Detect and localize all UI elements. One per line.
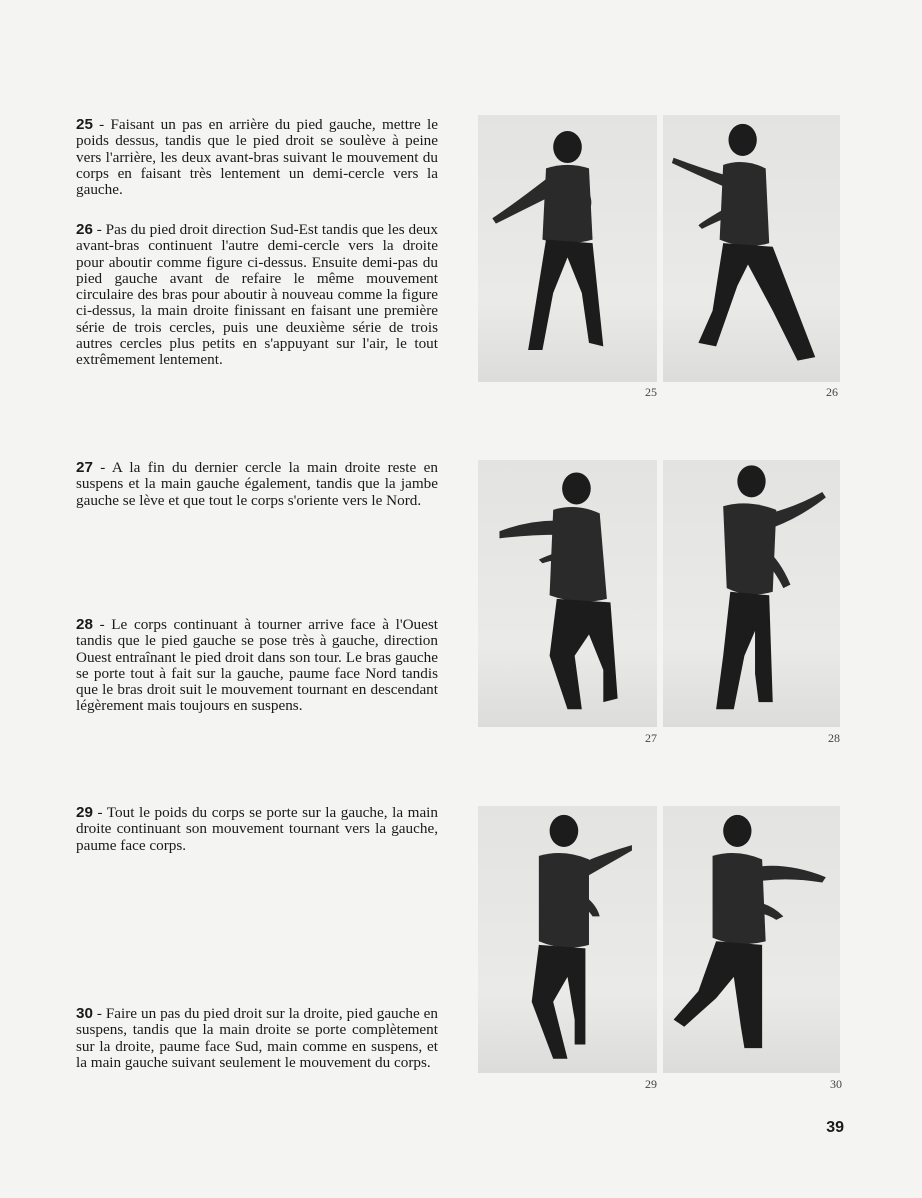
caption-26: 26 (826, 385, 838, 399)
paragraph-29 (76, 805, 438, 854)
step-text: - A la fin du dernier cercle la main droite reste en suspens et la main gauche également, tandis que la jambe gauche se lève et que tout le corps s'oriente vers le Nord. (76, 459, 438, 509)
step-number: 26 (76, 221, 93, 238)
caption-28: 28 (828, 731, 840, 745)
step-text: - Faire un pas du pied droit sur la droite, pied gauche en suspens, tandis que la main droite se porte complètement sur la droite, paume face Sud, main comme en suspens, et la main gauche suivant seulement le mouvement du corps. (76, 1005, 438, 1071)
caption-27: 27 (645, 731, 657, 745)
photo-figure-28 (663, 460, 840, 727)
photo-figure-29 (478, 806, 657, 1073)
step-number: 30 (76, 1005, 93, 1022)
photo-figure-27 (478, 460, 657, 727)
photo-figure-25 (478, 115, 657, 382)
paragraph-27 (76, 460, 438, 509)
caption-30: 30 (830, 1077, 842, 1091)
paragraph-26 (76, 222, 438, 369)
caption-25: 25 (645, 385, 657, 399)
step-number: 25 (76, 116, 93, 133)
paragraph-28 (76, 617, 438, 715)
step-text: - Faisant un pas en arrière du pied gauche, mettre le poids dessus, tandis que le pied droit se soulève à peine vers l'arrière, les deux avant-bras suivant le mouvement du corps en faisant très lentement un demi-cercle vers la gauche. (76, 116, 438, 199)
photo-figure-30 (663, 806, 840, 1073)
photo-figure-26 (663, 115, 840, 382)
step-text: - Pas du pied droit direction Sud-Est tandis que les deux avant-bras continuent l'autre demi-cercle vers la droite pour aboutir comme figure ci-dessus. Ensuite demi-pas du pied gauche avant de refaire le même mouvement circulaire des bras pour aboutir à nouveau comme la figure ci-dessus, la main droite finissant en faisant une première série de trois cercles, puis une deuxième série de trois autres cercles plus petits en s'appuyant sur l'air, le tout extrêmement lentement. (76, 221, 438, 369)
step-text: - Le corps continuant à tourner arrive face à l'Ouest tandis que le pied gauche se pose très à gauche, direction Ouest entraînant le pied droit dans son tour. Le bras gauche se porte tout à fait sur la gauche, paume face Nord tandis que le bras droit suit le mouvement tournant en descendant légèrement mais toujours en suspens. (76, 616, 438, 715)
caption-29: 29 (645, 1077, 657, 1091)
page-number: 39 (826, 1119, 844, 1136)
step-number: 29 (76, 804, 93, 821)
step-number: 27 (76, 459, 93, 476)
paragraph-25 (76, 117, 438, 198)
step-text: - Tout le poids du corps se porte sur la gauche, la main droite continuant son mouvement tournant vers la gauche, paume face corps. (76, 804, 438, 854)
step-number: 28 (76, 616, 93, 633)
paragraph-30 (76, 1006, 438, 1071)
